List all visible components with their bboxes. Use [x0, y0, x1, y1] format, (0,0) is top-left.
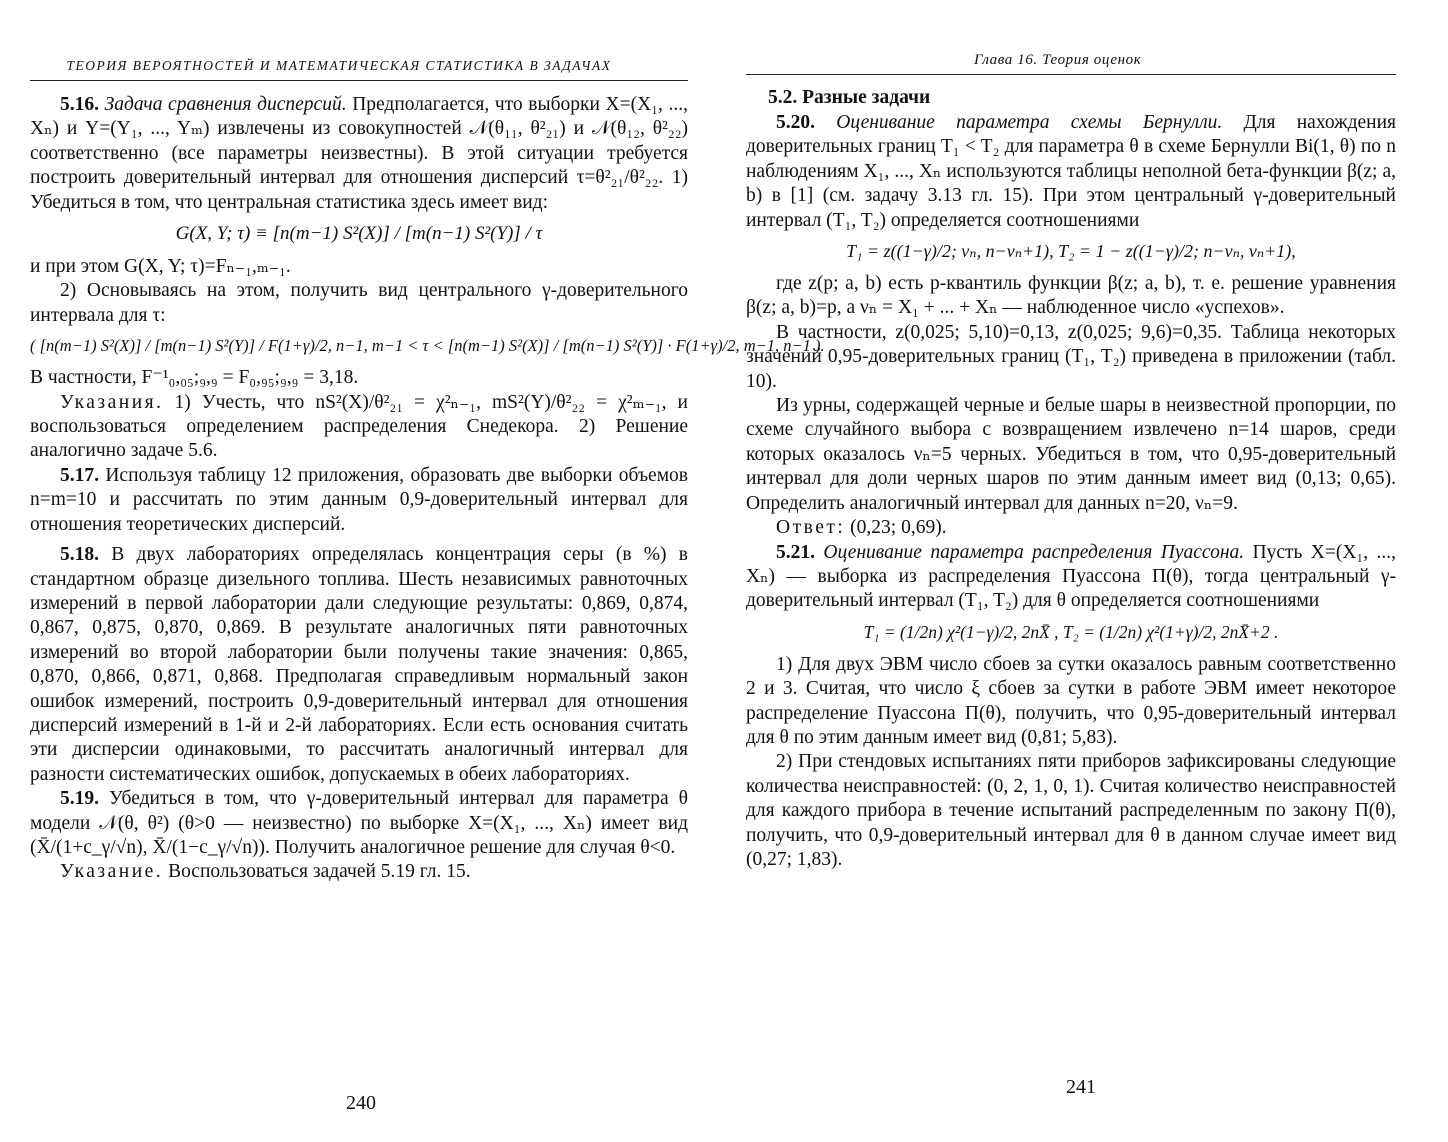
- paragraph-text: 2) При стендовых испытаниях пяти приборов зафиксированы следующие количества неисправностей: (0, 2, 1, 0, 1). Считая количество неисправностей для каждого прибора в течение испытаний распределенным по закону Π(θ), получить, что 0,9-доверительный интервал для θ в данном случае имеет вид (0,27; 1,83).: [746, 751, 1396, 870]
- problem-text: Предполагается, что выборки X=(X₁, ..., Xₙ) и Y=(Y₁, ..., Yₘ) извлечены из совокупностей 𝒩(θ₁₁, θ²₂₁) и 𝒩(θ₁₂, θ²₂₂) соответственно (все параметры неизвестны). В этой ситуации требуется построить доверительный интервал для отношения дисперсий τ=θ²₂₁/θ²₂₂. 1) Убедиться в том, что центральная статистика здесь имеет вид:: [30, 94, 688, 213]
- problem-text: Используя таблицу 12 приложения, образовать две выборки объемов n=m=10 и рассчитать по этим данным 0,9-доверительный интервал для отношения теоретических дисперсий.: [30, 464, 688, 535]
- paragraph-text: 2) Основываясь на этом, получить вид центрального γ-доверительного интервала для τ:: [30, 280, 688, 326]
- problem-number: 5.20.: [776, 112, 815, 133]
- paragraph-text: и при этом G(X, Y; τ)=Fₙ₋₁,ₘ₋₁.: [30, 256, 291, 278]
- problem-text: Убедиться в том, что γ-доверительный интервал для параметра θ модели 𝒩(θ, θ²) (θ>0 — неизвестно) по выборке X=(X₁, ..., Xₙ) имеет вид (X̄/(1+c_γ/√n), X̄/(1−c_γ/√n)). Получить аналогичное решение для случая θ<0.: [30, 788, 688, 858]
- section-title: 5.2. Разные задачи: [768, 87, 931, 108]
- hint-label: Указания.: [60, 391, 164, 413]
- problem-5-19: [30, 787, 688, 860]
- right-page: [724, 0, 1448, 1142]
- problem-5-16: [30, 93, 688, 215]
- problem-title: Оценивание параметра распределения Пуассона.: [823, 541, 1245, 563]
- hint-text: Воспользоваться задачей 5.19 гл. 15.: [163, 861, 471, 883]
- paragraph-text: где z(p; a, b) есть p-квантиль функции β(z; a, b), т. е. решение уравнения β(z; a, b)=p, а νₙ = X₁ + ... + Xₙ — наблюденное число «успехов».: [746, 273, 1396, 319]
- formula-poisson-bounds: T₁ = (1/2n) χ²(1−γ)/2, 2nX̄ , T₂ = (1/2n) χ²(1+γ)/2, 2nX̄+2 .: [863, 621, 1279, 642]
- answer-text: (0,23; 0,69).: [845, 517, 947, 539]
- hint-text: 1) Учесть, что nS²(X)/θ²₂₁ = χ²ₙ₋₁, mS²(Y)/θ²₂₂ = χ²ₘ₋₁, и воспользоваться определением распределения Снедекора. 2) Решение аналогично задаче 5.6.: [30, 391, 688, 462]
- paragraph-text: В частности, F⁻¹₀,₀₅;₉,₉ = F₀,₉₅;₉,₉ = 3,18.: [30, 367, 359, 389]
- problem-number: 5.18.: [60, 544, 99, 566]
- problem-5-18: [30, 543, 688, 787]
- hint-paragraph: [30, 860, 688, 884]
- answer-paragraph: [746, 516, 1396, 540]
- problem-5-17: [30, 464, 688, 537]
- problem-5-20: [746, 111, 1396, 233]
- problem-number: 5.19.: [60, 788, 99, 810]
- formula-interval: ( [n(m−1) S²(X)] / [m(n−1) S²(Y)] / F(1+γ)/2, n−1, m−1 < τ < [n(m−1) S²(X)] / [m(n−1) S²(Y)] · F(1+γ)/2, m−1, n−1 ).: [30, 336, 825, 356]
- running-head-left: ТЕОРИЯ ВЕРОЯТНОСТЕЙ И МАТЕМАТИЧЕСКАЯ СТАТИСТИКА В ЗАДАЧАХ: [30, 58, 688, 81]
- problem-title: Оценивание параметра схемы Бернулли.: [836, 112, 1223, 133]
- running-head-right: Глава 16. Теория оценок: [746, 52, 1396, 75]
- problem-text: Для нахождения доверительных границ T₁ < T₂ для параметра θ в схеме Бернулли Bi(1, θ) по n наблюдениям X₁, ..., Xₙ используются таблицы неполной бета-функции β(z; a, b) в [1] (см. задачу 3.13 гл. 15). При этом центральный γ-доверительный интервал (T₁, T₂) определяется соотношениями: [746, 112, 1396, 231]
- hint-paragraph: [30, 391, 688, 464]
- answer-label: Ответ:: [776, 517, 846, 539]
- problem-title: Задача сравнения дисперсий.: [104, 94, 347, 115]
- problem-number: 5.17.: [60, 464, 99, 486]
- formula-bernoulli-bounds: T₁ = z((1−γ)/2; νₙ, n−νₙ+1), T₂ = 1 − z((1−γ)/2; n−νₙ, νₙ+1),: [846, 241, 1296, 262]
- problem-number: 5.21.: [776, 541, 815, 563]
- formula-central-statistic: G(X, Y; τ) ≡ [n(m−1) S²(X)] / [m(n−1) S²(Y)] / τ: [175, 223, 543, 245]
- problem-number: 5.16.: [60, 94, 99, 115]
- problem-text: Пусть X=(X₁, ..., Xₙ) — выборка из распределения Пуассона Π(θ), тогда центральный γ-доверительный интервал (T₁, T₂) для θ определяется соотношениями: [746, 541, 1397, 612]
- paragraph-text: Из урны, содержащей черные и белые шары в неизвестной пропорции, по схеме случайного выбора с возвращением извлечено n=14 шаров, среди которых оказалось νₙ=5 черных. Убедиться в том, что 0,95-доверительный интервал для доли черных шаров по этим данным имеет вид (0,13; 0,65). Определить аналогичный интервал для данных n=20, νₙ=9.: [746, 395, 1396, 514]
- page-number-right: 241: [1066, 1076, 1096, 1098]
- paragraph-text: В частности, z(0,025; 5,10)=0,13, z(0,025; 9,6)=0,35. Таблица некоторых значений 0,95-доверительных границ (T₁, T₂) приведена в приложении (табл. 10).: [746, 321, 1396, 392]
- problem-text: В двух лабораториях определялась концентрация серы (в %) в стандартном образце дизельного топлива. Шесть независимых равноточных измерений в первой лаборатории дали следующие результаты: 0,869, 0,874, 0,867, 0,875, 0,870, 0,869. В результате аналогичных пяти равноточных измерений во второй лаборатории были получены такие значения: 0,865, 0,870, 0,866, 0,871, 0,868. Предполагая справедливым нормальный закон ошибок измерений, построить 0,9-доверительный интервал для отношения дисперсий измерений в 1-й и 2-й лабораториях. Если есть основания считать эти дисперсии одинаковыми, то рассчитать аналогичный интервал для разности систематических ошибок, допускаемых в обеих лабораториях.: [30, 544, 688, 785]
- hint-label: Указание.: [60, 861, 164, 883]
- page-number-left: 240: [346, 1092, 376, 1114]
- problem-5-21: [746, 541, 1396, 614]
- paragraph-text: 1) Для двух ЭВМ число сбоев за сутки оказалось равным соответственно 2 и 3. Считая, что число ξ сбоев за сутки в работе ЭВМ имеет некоторое распределение Пуассона Π(θ), получить, что 0,95-доверительный интервал для θ по этим данным имеет вид (0,81; 5,83).: [746, 653, 1396, 748]
